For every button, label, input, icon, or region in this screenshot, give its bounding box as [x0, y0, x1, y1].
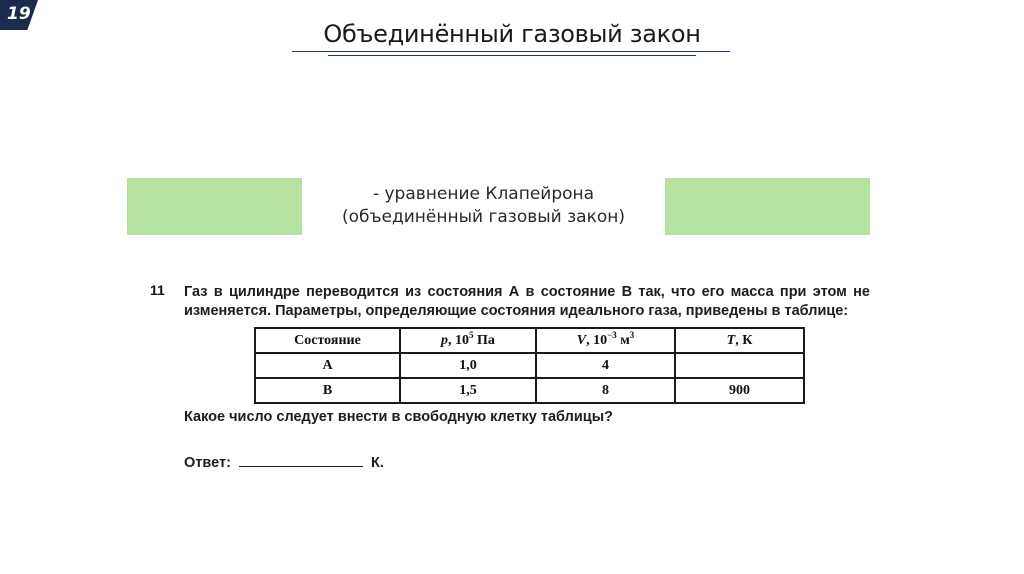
formula-caption-line1: - уравнение Клапейрона: [372, 184, 595, 204]
answer-row: [184, 453, 384, 471]
task-number: 11: [150, 282, 165, 298]
answer-unit: К.: [370, 455, 384, 471]
parameters-table: [254, 327, 805, 404]
cell-pressure: 1,5: [400, 378, 536, 403]
cell-pressure: 1,0: [400, 353, 536, 378]
formula-caption-line2: (объединённый газовый закон): [341, 207, 626, 227]
formula-placeholder-right: [665, 178, 870, 235]
cell-state: В: [255, 378, 400, 403]
slide-number: 19: [7, 4, 31, 24]
header-volume: V, $10^{-3}$ $м^3$: [536, 328, 675, 353]
header-state: Состояние: [255, 328, 400, 353]
cell-temperature: 900: [675, 378, 804, 403]
table-header-row: [255, 328, 804, 353]
formula-placeholder-left: [127, 178, 302, 235]
cell-state: А: [255, 353, 400, 378]
formula-caption: [302, 183, 665, 229]
answer-blank[interactable]: [239, 453, 363, 467]
table-row: [255, 378, 804, 403]
task-question: Какое число следует внести в свободную клетку таблицы?: [184, 409, 613, 425]
title-underline-top: [292, 51, 730, 52]
header-temperature: T, К: [675, 328, 804, 353]
answer-label: Ответ:: [184, 455, 231, 471]
header-pressure: p, $10^5$ Па: [400, 328, 536, 353]
task-text: Газ в цилиндре переводится из состояния А в состояние В так, что его масса при этом не изменяется. Параметры, определяющие состояния идеального газа, приведены в таблице:: [184, 284, 870, 319]
title-underline-bottom: [328, 55, 696, 56]
cell-temperature-empty[interactable]: [675, 353, 804, 378]
page-title: Объединённый газовый закон: [323, 20, 701, 48]
cell-volume: 4: [536, 353, 675, 378]
cell-volume: 8: [536, 378, 675, 403]
table-row: [255, 353, 804, 378]
